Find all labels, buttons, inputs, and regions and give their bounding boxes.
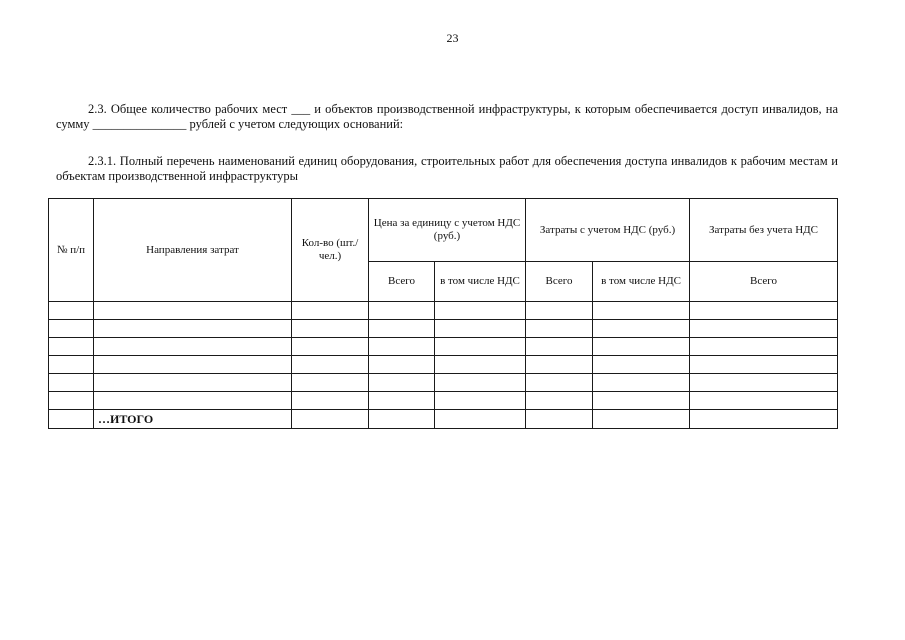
header-number: № п/п bbox=[49, 199, 94, 302]
costs-table bbox=[48, 198, 838, 429]
empty-cell bbox=[690, 338, 838, 356]
empty-cell bbox=[593, 392, 690, 410]
table-row bbox=[49, 320, 838, 338]
header-unit-price: Цена за единицу с учетом НДС (руб.) bbox=[369, 199, 526, 262]
empty-cell bbox=[690, 356, 838, 374]
empty-cell bbox=[49, 320, 94, 338]
header-direction: Направления затрат bbox=[94, 199, 292, 302]
table-row bbox=[49, 392, 838, 410]
empty-cell bbox=[690, 410, 838, 429]
empty-cell bbox=[94, 356, 292, 374]
empty-cell bbox=[94, 374, 292, 392]
empty-cell bbox=[94, 302, 292, 320]
subheader-total: Всего bbox=[369, 262, 435, 302]
empty-cell bbox=[369, 338, 435, 356]
empty-cell bbox=[369, 320, 435, 338]
empty-cell bbox=[690, 392, 838, 410]
paragraph-text: Полный перечень наименований единиц оборудования, строительных работ для обеспечения доступа инвалидов к рабочим местам и объектам производственной инфраструктуры bbox=[56, 154, 838, 183]
subheader-total: Всего bbox=[526, 262, 593, 302]
empty-cell bbox=[292, 338, 369, 356]
empty-cell bbox=[49, 338, 94, 356]
empty-cell bbox=[526, 392, 593, 410]
section-number: 2.3. bbox=[88, 102, 107, 116]
empty-cell bbox=[593, 356, 690, 374]
empty-cell bbox=[49, 302, 94, 320]
empty-cell bbox=[435, 338, 526, 356]
empty-cell bbox=[593, 320, 690, 338]
workplaces-blank: ___ bbox=[291, 102, 311, 116]
empty-cell bbox=[292, 410, 369, 429]
empty-cell bbox=[292, 392, 369, 410]
empty-cell bbox=[593, 338, 690, 356]
empty-cell bbox=[49, 410, 94, 429]
subheader-vat: в том числе НДС bbox=[435, 262, 526, 302]
empty-cell bbox=[369, 392, 435, 410]
empty-cell bbox=[690, 302, 838, 320]
empty-cell bbox=[49, 374, 94, 392]
empty-cell bbox=[526, 302, 593, 320]
page-number: 23 bbox=[446, 31, 459, 45]
empty-cell bbox=[690, 374, 838, 392]
header-quantity: Кол-во (шт./чел.) bbox=[292, 199, 369, 302]
empty-cell bbox=[49, 356, 94, 374]
header-costs-no-vat: Затраты без учета НДС bbox=[690, 199, 838, 262]
empty-cell bbox=[435, 392, 526, 410]
empty-cell bbox=[94, 392, 292, 410]
empty-cell bbox=[369, 410, 435, 429]
paragraph-text: рублей с учетом следующих оснований: bbox=[189, 117, 404, 131]
empty-cell bbox=[435, 356, 526, 374]
empty-cell bbox=[292, 302, 369, 320]
header-costs-vat: Затраты с учетом НДС (руб.) bbox=[526, 199, 690, 262]
empty-cell bbox=[593, 374, 690, 392]
table-row bbox=[49, 338, 838, 356]
empty-cell bbox=[369, 374, 435, 392]
total-row bbox=[49, 410, 838, 429]
subheader-total: Всего bbox=[690, 262, 838, 302]
empty-cell bbox=[49, 392, 94, 410]
paragraph-text: Общее количество рабочих мест bbox=[110, 102, 288, 116]
empty-cell bbox=[690, 320, 838, 338]
empty-cell bbox=[369, 356, 435, 374]
empty-cell bbox=[435, 320, 526, 338]
section-number: 2.3.1. bbox=[88, 154, 117, 168]
total-label: …ИТОГО bbox=[94, 410, 292, 429]
empty-cell bbox=[292, 320, 369, 338]
table-row bbox=[49, 302, 838, 320]
empty-cell bbox=[593, 302, 690, 320]
empty-cell bbox=[292, 374, 369, 392]
empty-cell bbox=[526, 320, 593, 338]
table-row bbox=[49, 356, 838, 374]
empty-cell bbox=[94, 320, 292, 338]
empty-cell bbox=[94, 338, 292, 356]
empty-cell bbox=[369, 302, 435, 320]
amount-blank: _______________ bbox=[92, 117, 187, 131]
empty-cell bbox=[292, 356, 369, 374]
empty-cell bbox=[435, 374, 526, 392]
subheader-vat: в том числе НДС bbox=[593, 262, 690, 302]
table-row bbox=[49, 374, 838, 392]
paragraph-2-3 bbox=[56, 102, 838, 132]
empty-cell bbox=[526, 410, 593, 429]
empty-cell bbox=[435, 302, 526, 320]
empty-cell bbox=[593, 410, 690, 429]
empty-cell bbox=[526, 338, 593, 356]
empty-cell bbox=[435, 410, 526, 429]
paragraph-2-3-1 bbox=[56, 154, 838, 184]
empty-cell bbox=[526, 356, 593, 374]
paragraph-text: и объектов производственной инфраструктуры, к которым обеспечивается доступ инвалидов, на сумму bbox=[56, 102, 839, 131]
empty-cell bbox=[526, 374, 593, 392]
